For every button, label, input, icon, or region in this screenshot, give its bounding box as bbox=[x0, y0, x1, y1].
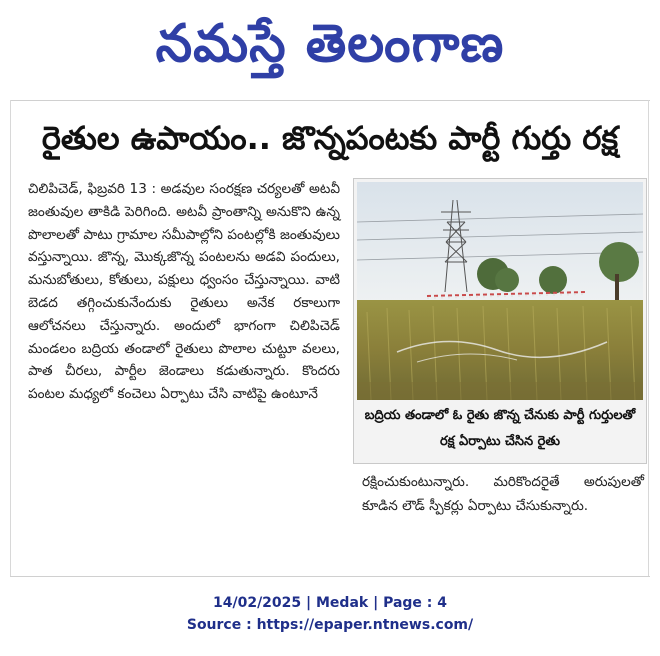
footer-date-edition: 14/02/2025 | Medak | Page : 4 bbox=[212, 595, 448, 611]
clip-border-left bbox=[10, 100, 11, 576]
article-body-right bbox=[362, 470, 644, 518]
source-footer bbox=[0, 592, 660, 636]
clip-border-bottom bbox=[10, 576, 650, 577]
footer-source-link[interactable]: Source : https://epaper.ntnews.com/ bbox=[186, 617, 474, 633]
photo-caption: బద్రియ తండాలో ఓ రైతు జొన్న చేనుకు పార్టీ గుర్తులతో రక్ష ఏర్పాటు చేసిన రైతు bbox=[364, 408, 636, 449]
body-paragraph-left: చిలిపిచెడ్, ఫిబ్రవరి 13 : అడవుల సంరక్షణ చర్యలతో అటవీ జంతువుల తాకిడి పెరిగింది. అటవీ ప్రాంతాన్ని అనుకొని ఉన్న పొలాలతో పాటు గ్రామాల సమీపాల్లోని పంటల్లోకి జంతువులు వస్తున్నాయి. జొన్న, మొక్కజొన్న పంటలను అడవి పందులు, మనుబోతులు, కోతులు, పక్షులు ధ్వంసం చేస్తున్నాయి. వాటి బెడద తగ్గించుకునేందుకు రైతులు అనేక రకాలుగా ఆలోచనలు చేస్తున్నారు. అందులో భాగంగా చిలిపిచెడ్ మండలం బద్రియ తండాలో రైతులు పొలాల చుట్టూ వలలు, పాత చీరలు, పార్టీల జెండాలు కడుతున్నారు. కొందరు పంటల మధ్యలో కంచెలు ఏర్పాటు చేసి వాటిపై ఉంటూనే bbox=[28, 181, 340, 403]
masthead-logo: నమస్తే తెలంగాణ bbox=[155, 14, 505, 74]
article-body-left bbox=[28, 178, 340, 406]
body-paragraph-right: రక్షించుకుంటున్నారు. మరికొందరైతే అరుపులతో కూడిన లౌడ్ స్పీకర్లు ఏర్పాటు చేసుకున్నారు. bbox=[362, 474, 644, 514]
clip-border-right bbox=[648, 100, 649, 576]
field-photo bbox=[357, 182, 643, 400]
field-photo-image bbox=[357, 182, 643, 400]
photo-box bbox=[353, 178, 647, 464]
article-headline: రైతుల ఉపాయం.. జొన్నపంటకు పార్టీ గుర్తు రక్ష bbox=[41, 119, 619, 157]
